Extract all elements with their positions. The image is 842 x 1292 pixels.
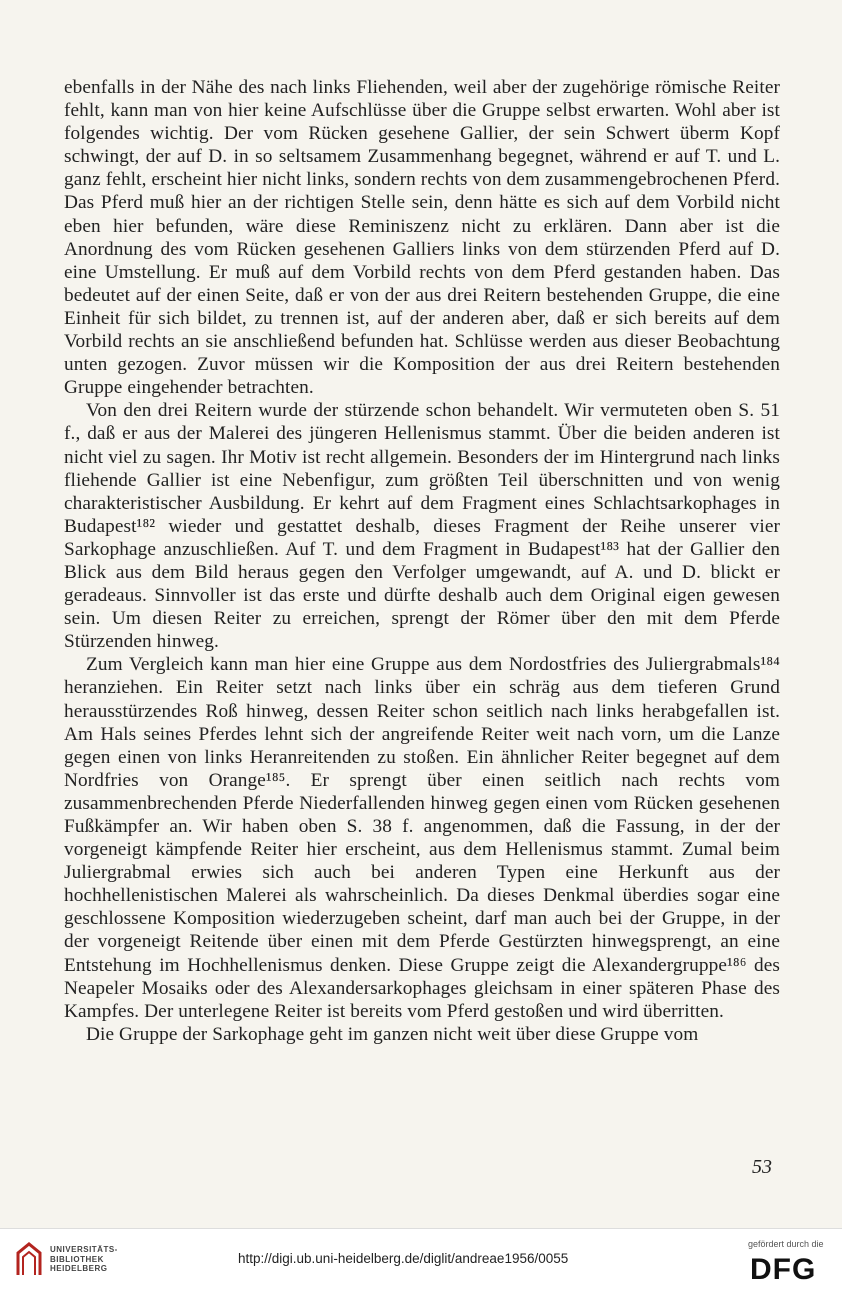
library-logo-icon	[14, 1241, 44, 1277]
paragraph-4: Die Gruppe der Sarkophage geht im ganzen nicht weit über diese Gruppe vom	[86, 1023, 699, 1045]
footer-bar	[0, 1228, 842, 1292]
page-number: 53	[752, 1156, 772, 1178]
paragraph-2: Von den drei Reitern wurde der stürzende schon behandelt. Wir vermuteten oben S. 51 f., daß er aus der Malerei des jüngeren Hellenismus stammt. Über die beiden anderen ist nicht viel zu sagen. Ihr Motiv ist recht allgemein. Besonders der im Hintergrund nach links fliehende Gallier ist eine Nebenfigur, zum größten Teil überschnitten und von wenig charakteristischer Ausbildung. Er kehrt auf dem Fragment eines Schlachtsarkophages in Budapest¹⁸² wieder und gestattet deshalb, dieses Fragment der Reihe unserer vier Sarkophage anzuschließen. Auf T. und dem Fragment in Budapest¹⁸³ hat der Gallier den Blick aus dem Bild heraus gegen den Verfolger umgewandt, auf A. und D. blickt er geradeaus. Sinnvoller ist das erste und dürfte deshalb auch dem Original eigen gewesen sein. Um diesen Reiter zu erreichen, sprengt der Römer über den mit dem Pferde Stürzenden hinweg.	[64, 400, 780, 653]
dfg-logo: DFG	[750, 1253, 817, 1286]
paragraph-1: ebenfalls in der Nähe des nach links Fliehenden, weil aber der zugehörige römische Reiter fehlt, kann man von hier keine Aufschlüsse über die Gruppe selbst erwarten. Wohl aber ist folgendes wichtig. Der vom Rücken gesehene Gallier, der sein Schwert überm Kopf schwingt, der auf D. in so seltsamem Zusammenhang begegnet, während er auf T. und L. ganz fehlt, erscheint hier nicht links, sondern rechts von dem zusammengebrochenen Pferd. Das Pferd muß hier an der richtigen Stelle sein, denn hätte es sich auf dem Vorbild nicht eben hier befunden, wäre diese Reminiszenz nicht zu erklären. Dann aber ist die Anordnung des vom Rücken gesehenen Galliers links von dem stürzenden Pferd auf D. eine Umstellung. Er muß auf dem Vorbild rechts von dem Pferd gestanden haben. Das bedeutet auf der einen Seite, daß er von der aus drei Reitern bestehenden Gruppe, die eine Einheit für sich bildet, zu trennen ist, auf der anderen aber, daß er sich bereits auf dem Vorbild rechts an sie anschließend befunden hat. Schlüsse werden aus dieser Beobachtung unten gezogen. Zuvor müssen wir die Komposition der aus drei Reitern bestehenden Gruppe eingehender betrachten.	[64, 77, 780, 399]
library-name: UNIVERSITÄTS- BIBLIOTHEK HEIDELBERG	[50, 1245, 118, 1273]
source-url-link[interactable]: http://digi.ub.uni-heidelberg.de/diglit/andreae1956/0055	[238, 1251, 569, 1266]
paragraph-3: Zum Vergleich kann man hier eine Gruppe aus dem Nordostfries des Juliergrabmals¹⁸⁴ heranziehen. Ein Reiter setzt nach links über ein schräg aus dem tieferen Grund herausstürzendes Roß hinweg, dessen Reiter schon seitlich nach links herabgefallen ist. Am Hals seines Pferdes lehnt sich der angreifende Reiter weit nach vorn, um die Lanze gegen einen von links Heranreitenden zu stoßen. Ein ähnlicher Reiter begegnet auf dem Nordfries von Orange¹⁸⁵. Er sprengt über einen seitlich nach rechts vom zusammenbrechenden Pferde Niederfallenden hinweg gegen einen vom Rücken gesehenen Fußkämpfer an. Wir haben oben S. 38 f. angenommen, daß die Fassung, in der der vorgeneigt kämpfende Reiter hier erscheint, aus dem Hellenismus stammt. Zumal beim Juliergrabmal erwies sich auch bei anderen Typen eine Herkunft aus der hochhellenistischen Malerei als wahrscheinlich. Da dieses Denkmal überdies sogar eine geschlossene Komposition wiederzugeben scheint, darf man auch bei der Gruppe, in der der vorgeneigt Reitende über einen mit dem Pferde Gestürzten hinwegsprengt, an eine Entstehung im Hochhellenismus denken. Diese Gruppe zeigt die Alexandergruppe¹⁸⁶ des Neapeler Mosaiks oder des Alexandersarkophages gleichsam in einer späteren Phase des Kampfes. Der unterlegene Reiter ist bereits vom Pferd gestoßen und wird überritten.	[64, 654, 780, 1022]
funding-note: gefördert durch die	[748, 1239, 824, 1249]
body-text	[64, 76, 780, 1046]
